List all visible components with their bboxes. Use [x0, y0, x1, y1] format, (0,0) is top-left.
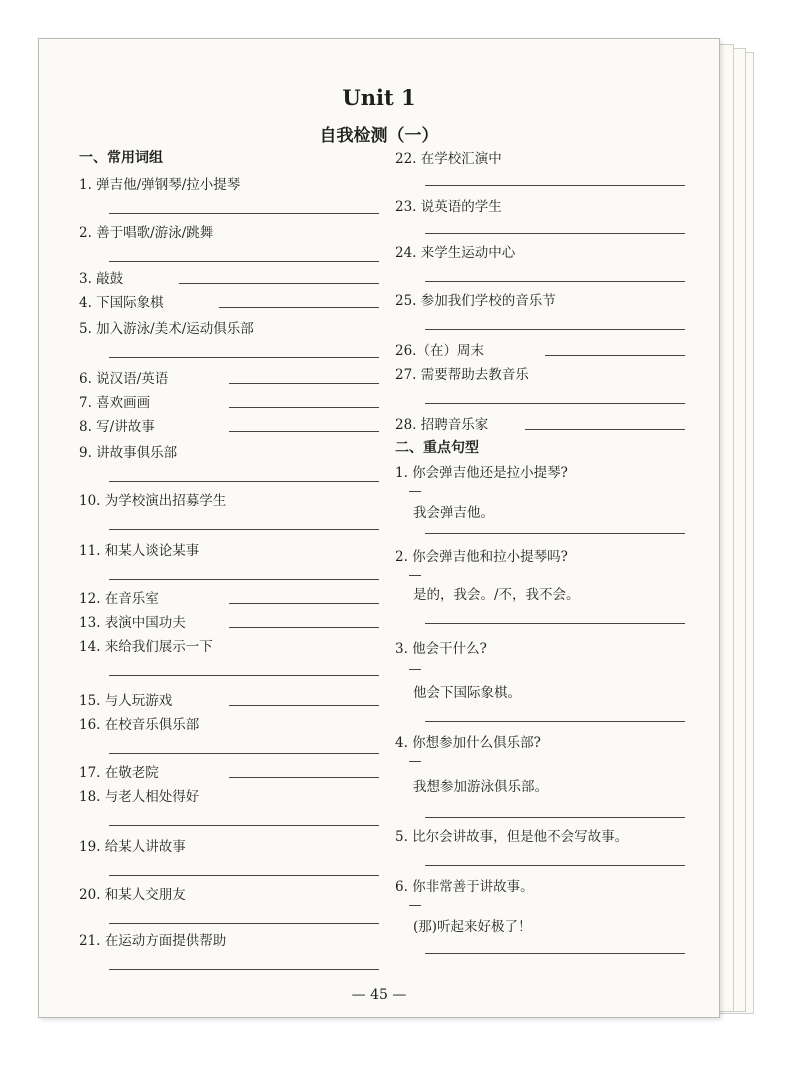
dash-mark: [409, 669, 421, 670]
phrase-item: 1. 弹吉他/弹钢琴/拉小提琴: [79, 177, 241, 193]
dash-mark: [409, 761, 421, 762]
answer-line[interactable]: [229, 431, 379, 432]
answer-line[interactable]: [545, 355, 685, 356]
sentence-question: 1. 你会弹吉他还是拉小提琴?: [395, 465, 568, 481]
page-number: — 45 —: [351, 987, 407, 1003]
answer-line[interactable]: [425, 233, 685, 234]
answer-line[interactable]: [109, 969, 379, 970]
answer-line[interactable]: [109, 825, 379, 826]
sentence-answer: 是的，我会。/不，我不会。: [413, 587, 580, 603]
answer-line[interactable]: [229, 407, 379, 408]
section-title: 自我检测（一）: [319, 126, 439, 146]
phrase-item: 22. 在学校汇演中: [395, 151, 502, 167]
phrase-item: 5. 加入游泳/美术/运动俱乐部: [79, 321, 254, 337]
answer-line[interactable]: [425, 865, 685, 866]
answer-line[interactable]: [179, 283, 379, 284]
phrase-item: 25. 参加我们学校的音乐节: [395, 293, 556, 309]
phrase-item: 19. 给某人讲故事: [79, 839, 186, 855]
answer-line[interactable]: [425, 817, 685, 818]
answer-line[interactable]: [109, 357, 379, 358]
answer-line[interactable]: [229, 777, 379, 778]
dash-mark: [409, 491, 421, 492]
phrase-item: 3. 敲鼓: [79, 271, 124, 287]
answer-line[interactable]: [109, 675, 379, 676]
answer-line[interactable]: [109, 875, 379, 876]
answer-line[interactable]: [109, 261, 379, 262]
dash-mark: [409, 905, 421, 906]
phrase-item: 7. 喜欢画画: [79, 395, 151, 411]
phrase-item: 21. 在运动方面提供帮助: [79, 933, 227, 949]
answer-line[interactable]: [425, 329, 685, 330]
answer-line[interactable]: [109, 579, 379, 580]
answer-line[interactable]: [219, 307, 379, 308]
phrase-item: 20. 和某人交朋友: [79, 887, 186, 903]
phrase-item: 28. 招聘音乐家: [395, 417, 489, 433]
workbook-page: [38, 38, 720, 1018]
phrase-item: 13. 表演中国功夫: [79, 615, 186, 631]
phrase-item: 14. 来给我们展示一下: [79, 639, 213, 655]
phrase-item: 11. 和某人谈论某事: [79, 543, 200, 559]
phrase-item: 17. 在敬老院: [79, 765, 159, 781]
answer-line[interactable]: [425, 721, 685, 722]
sentence-answer: 我会弹吉他。: [413, 505, 494, 521]
answer-line[interactable]: [229, 603, 379, 604]
phrase-item: 15. 与人玩游戏: [79, 693, 173, 709]
answer-line[interactable]: [109, 213, 379, 214]
phrase-item: 24. 来学生运动中心: [395, 245, 516, 261]
sentence-question: 5. 比尔会讲故事，但是他不会写故事。: [395, 829, 629, 845]
answer-line[interactable]: [229, 627, 379, 628]
answer-line[interactable]: [109, 481, 379, 482]
unit-title: Unit 1: [342, 85, 416, 110]
sentence-question: 3. 他会干什么?: [395, 641, 487, 657]
phrase-item: 8. 写/讲故事: [79, 419, 155, 435]
dash-mark: [409, 575, 421, 576]
sentence-answer: 我想参加游泳俱乐部。: [413, 779, 548, 795]
phrases-heading: 一、常用词组: [79, 150, 163, 166]
answer-line[interactable]: [425, 403, 685, 404]
sentence-question: 6. 你非常善于讲故事。: [395, 879, 534, 895]
phrase-item: 26.（在）周末: [395, 343, 484, 359]
answer-line[interactable]: [425, 533, 685, 534]
phrase-item: 23. 说英语的学生: [395, 199, 502, 215]
answer-line[interactable]: [525, 429, 685, 430]
phrase-item: 27. 需要帮助去教音乐: [395, 367, 529, 383]
sentence-answer: 他会下国际象棋。: [413, 685, 521, 701]
answer-line[interactable]: [229, 705, 379, 706]
phrase-item: 18. 与老人相处得好: [79, 789, 200, 805]
answer-line[interactable]: [425, 953, 685, 954]
answer-line[interactable]: [229, 383, 379, 384]
answer-line[interactable]: [425, 623, 685, 624]
phrase-item: 6. 说汉语/英语: [79, 371, 169, 387]
phrase-item: 12. 在音乐室: [79, 591, 159, 607]
phrase-item: 9. 讲故事俱乐部: [79, 445, 178, 461]
answer-line[interactable]: [425, 281, 685, 282]
phrase-item: 10. 为学校演出招募学生: [79, 493, 227, 509]
phrase-item: 4. 下国际象棋: [79, 295, 164, 311]
phrase-item: 16. 在校音乐俱乐部: [79, 717, 200, 733]
sentences-heading: 二、重点句型: [395, 440, 479, 456]
sentence-question: 4. 你想参加什么俱乐部?: [395, 735, 541, 751]
answer-line[interactable]: [109, 529, 379, 530]
answer-line[interactable]: [425, 185, 685, 186]
sentence-question: 2. 你会弹吉他和拉小提琴吗?: [395, 549, 568, 565]
sentence-answer: (那)听起来好极了！: [413, 919, 532, 935]
answer-line[interactable]: [109, 753, 379, 754]
phrase-item: 2. 善于唱歌/游泳/跳舞: [79, 225, 214, 241]
answer-line[interactable]: [109, 923, 379, 924]
